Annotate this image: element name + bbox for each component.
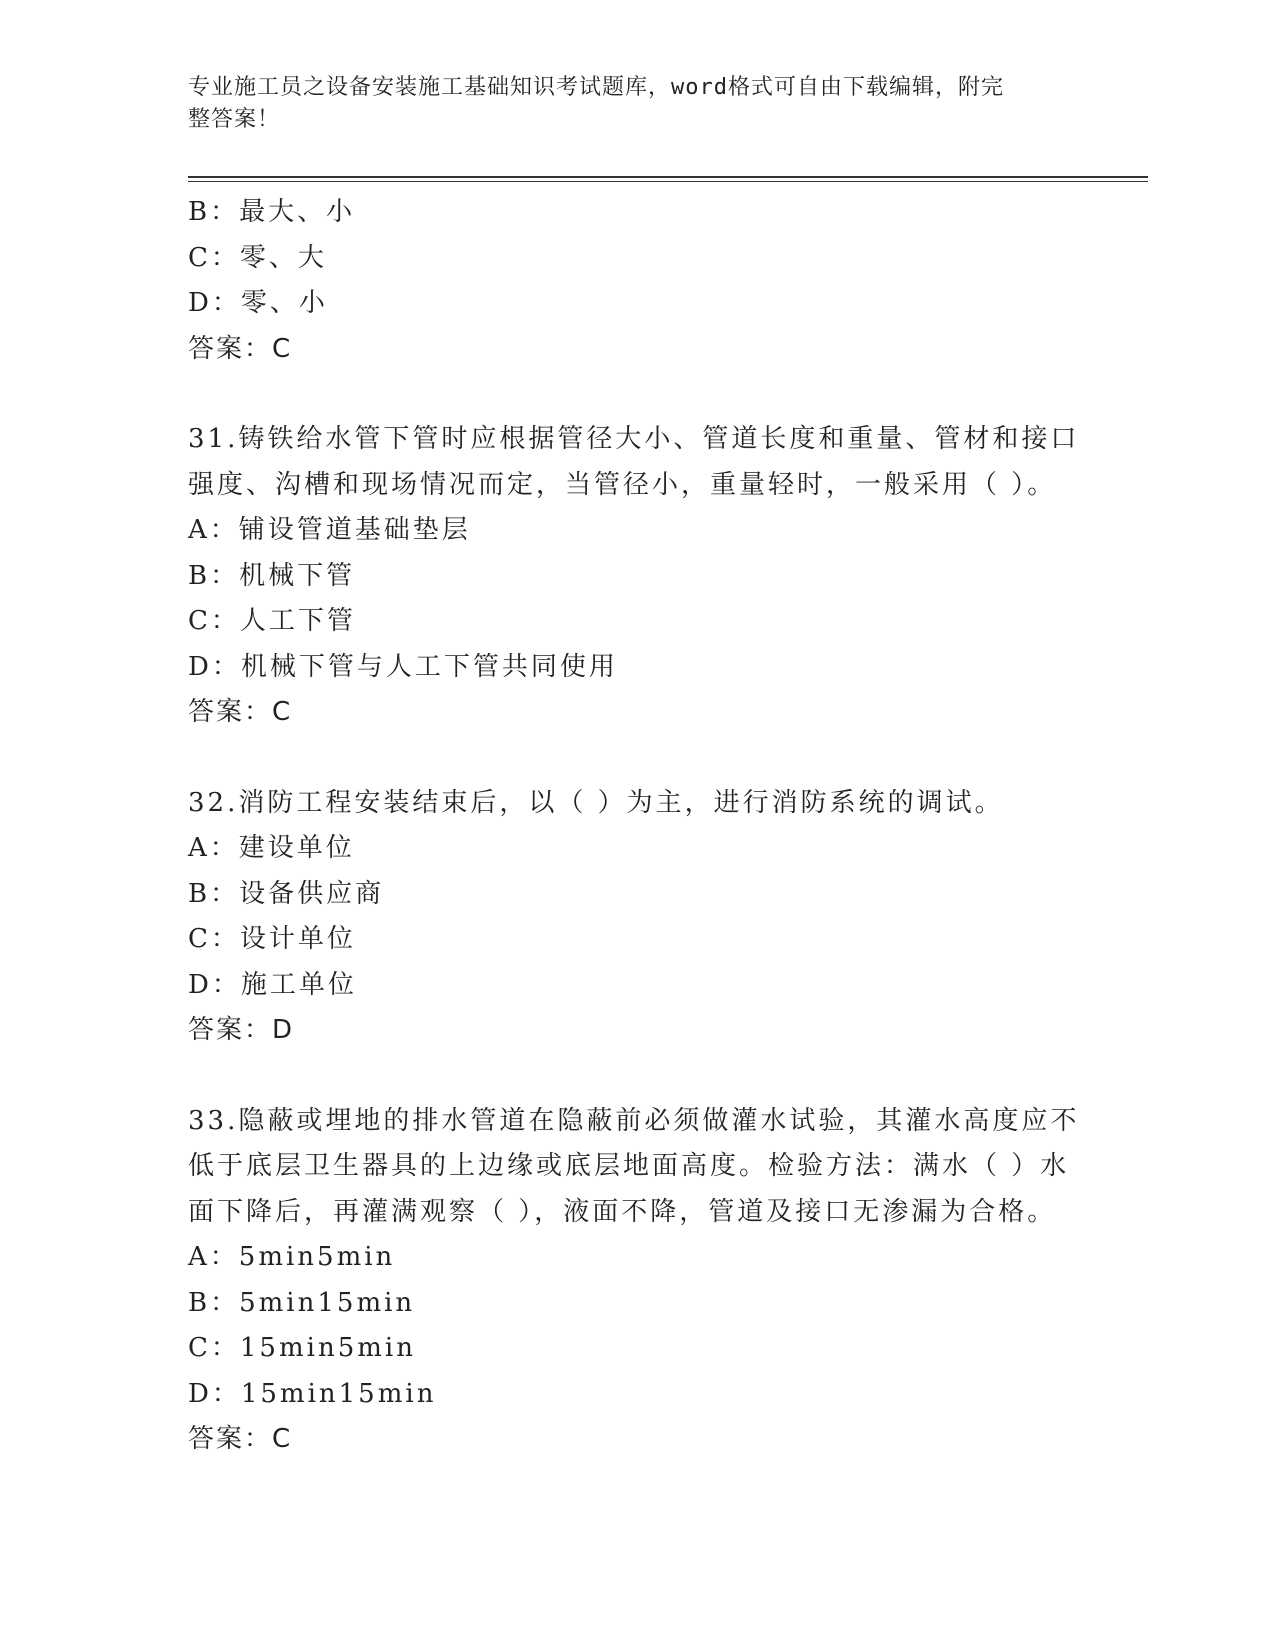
- option-c: C：人工下管: [188, 606, 356, 636]
- question-text-line: 33.隐蔽或埋地的排水管道在隐蔽前必须做灌水试验，其灌水高度应不: [188, 1105, 1080, 1136]
- question-text-line: 低于底层卫生器具的上边缘或底层地面高度。检验方法：满水（ ）水: [188, 1151, 1070, 1181]
- option-c: C：零、大: [188, 242, 327, 273]
- question-31: [188, 417, 1088, 736]
- question-content: [188, 190, 1088, 1463]
- option-b: B：设备供应商: [188, 878, 385, 909]
- option-b: B：最大、小: [188, 197, 356, 227]
- option-a: A：建设单位: [188, 833, 355, 863]
- question-text-line: 强度、沟槽和现场情况而定，当管径小，重量轻时，一般采用（ ）。: [188, 469, 1057, 500]
- header-line-2: 整答案！: [188, 107, 281, 132]
- option-d: D：施工单位: [188, 969, 357, 1000]
- carryover-block: [188, 190, 1088, 372]
- question-text-line: 31.铸铁给水管下管时应根据管径大小、管道长度和重量、管材和接口: [188, 424, 1080, 454]
- question-33: [188, 1099, 1088, 1463]
- question-32: [188, 781, 1088, 1054]
- option-c: C：设计单位: [188, 924, 356, 954]
- header-rule-thick: [188, 176, 1148, 178]
- option-b: B：5min15min: [188, 1287, 416, 1318]
- answer-label: 答案：D: [188, 1015, 295, 1045]
- option-d: D：15min15min: [188, 1378, 437, 1409]
- document-header: [188, 72, 1068, 136]
- answer-label: 答案：C: [188, 697, 293, 727]
- answer-label: 答案：C: [188, 333, 293, 364]
- option-c: C：15min5min: [188, 1333, 416, 1363]
- question-text-line: 面下降后，再灌满观察（ ），液面不降，管道及接口无渗漏为合格。: [188, 1196, 1057, 1227]
- question-text-line: 32.消防工程安装结束后，以（ ）为主，进行消防系统的调试。: [188, 787, 1004, 818]
- option-d: D：机械下管与人工下管共同使用: [188, 651, 618, 682]
- option-a: A：5min5min: [188, 1242, 396, 1272]
- option-d: D：零、小: [188, 288, 328, 318]
- header-line-1: 专业施工员之设备安装施工基础知识考试题库，word格式可自由下载编辑，附完: [188, 75, 1004, 100]
- option-b: B：机械下管: [188, 560, 356, 591]
- answer-label: 答案：C: [188, 1424, 293, 1454]
- header-rule-thin: [188, 181, 1148, 182]
- option-a: A：铺设管道基础垫层: [188, 515, 471, 545]
